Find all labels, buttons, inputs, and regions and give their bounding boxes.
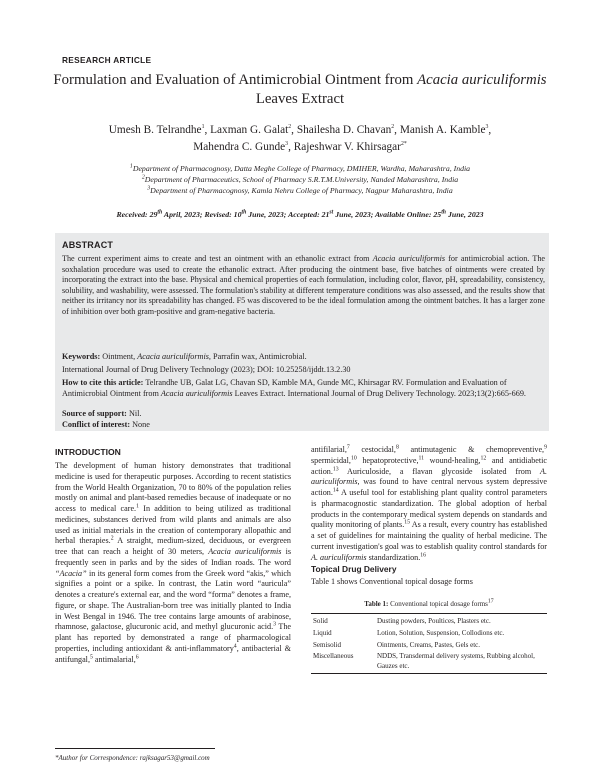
table-cell: Miscellaneous [311,652,375,674]
table-caption: Table 1: Conventional topical dosage forms$^{17}$ [364,598,494,608]
table-cell: NDDS, Transdermal delivery systems, Rubbing alcohol, Gauzes etc. [375,652,547,674]
article-title [40,71,560,109]
title-text: Formulation and Evaluation of Antimicrobial Ointment from [53,72,414,88]
right-column-text: antifilarial,$^7$ cestocidal,$^8$ antimutagenic & chemopreventive,$^9$ spermicidal,$^{10}$ hepatoprotective,$^{11}$ wound-healing,$^{12}$ and antidiabetic action.$^{13}$ Auriculoside, a flavan glycoside isolated from A. auriculiformis, was found to have central nervous system depressive action.$^{14}$ A useful tool for establishing plant quality control parameters is pharmacognostic standardization. The global adoption of herbal products in the contemporary medical system depends on standards and quality monitoring of plants.$^{15}$ As a result, every country has established a set of guidelines for maintaining the quality of herbal medicine. The current investigation's goal was to establish quality control standards for A. auriculiformis standardization.$^{16}$ [311,444,548,562]
table-cell: Ointments, Creams, Pastes, Gels etc. [377,640,481,649]
author: Manish A. Kamble [399,124,486,136]
affiliation: $^1$Department of Pharmacognosy, Datta Meghe College of Pharmacy, DMIHER, Wardha, Maharashtra, India [129,163,471,173]
affiliations [40,163,560,197]
table-intro: Table 1 shows Conventional topical dosage forms [311,577,473,586]
source-of-support: Source of support: Nil. [62,409,142,418]
table-cell: Dusting powders, Poultices, Plasters etc. [375,614,547,629]
introduction-text: The development of human history demonstrates that traditional medicine is used for therapeutic purposes. According to recent statistics from the World Health Organization, 70 to 80% of the population relies mostly on animal and plant-based remedies because of inadequate or no access to medical care.$^1$ In addition to being utilized as traditional medicines, substances derived from wild plants and animals are also used as initial materials in the creation of contemporary allopathic and herbal therapies.$^2$ A straight, medium-sized, deciduous, or evergreen tree that can reach a height of 30 meters, Acacia auriculiformis is frequently seen in parks and by the sides of Indian roads. The word “Acacia” in its general form comes from the Greek word “akis,” which signifies a point or a spike. In contrast, the Latin word “auricula” denotes a creature's external ear, and the word “forma” denotes a frame, figure, or shape. The Australian-born tree was initially planted to India in West Bengal in 1946. The tree contains large amounts of arabinose, rhamnose, galactose, glucuronic acid, and methyl glucuronic acid.$^3$ The plant has reported by demonstrated a range of pharmacological properties, including antioxidant & anti-inflammatory$^4$, antibacterial & antifungal,$^5$ antimalarial,$^6$ [55,461,292,664]
abstract-text: The current experiment aims to create and test an ointment with an ethanolic extract from Acacia auriculiformis for antimicrobial action. The soxhalation procedure was used to create the ethanolic extract. After producing the ointment base, five batches of ointments were created by incorporating the extract into the base. Physical and chemical properties of each formulation, including color, flavor, pH, spreadability, consistency, solubility, and washability, were assessed. The formulation's stability at different temperature conditions was also assessed, and the results show that neither its irritancy nor its spreadability has changed. F5 was discovered to be the ideal formulation among the ointment batches. It has a larger zone of inhibition over both gram-positive and gram-negative bacteria. [62,254,546,316]
author: Mahendra C. Gunde [193,141,286,153]
table-cell: Lotion, Solution, Suspension, Collodions etc. [377,628,505,637]
author-list: Umesh B. Telrandhe$^1$, Laxman G. Galat$^2$, Shailesha D. Chavan$^2$, Manish A. Kamble$^3$, Mahendra C. Gunde$^3$, Rajeshwar V. Khirsagar$^{2*}$ [108,124,492,153]
author: Shailesha D. Chavan [296,124,392,136]
author: Umesh B. Telrandhe [108,124,202,136]
author: Laxman G. Galat [210,124,289,136]
keywords: Keywords: Ointment, Acacia auriculiformis, Parrafin wax, Antimicrobial. [62,352,307,361]
table-cell: Solid [311,614,375,629]
abstract-heading: ABSTRACT [62,240,114,250]
title-species: Acacia auriculiformis [417,72,547,88]
affiliation: $^2$Department of Pharmaceutics, School of Pharmacy S.R.T.M.University, Nanded Maharashtra, India [141,174,459,185]
dosage-forms-table [311,613,547,674]
table-row [311,629,547,641]
citation: How to cite this article: Telrandhe UB, Galat LG, Chavan SD, Kamble MA, Gunde MC, Khirsagar RV. Formulation and Evaluation of Antimicrobial Ointment from Acacia auriculiformis Leaves Extract. International Journal of Drug Delivery Technology. 2023;13(2):665-669. [62,378,526,398]
corresponding-author-footnote: *Author for Correspondence: rajksagar53@gmail.com [55,754,210,762]
table-row [311,614,547,629]
table-cell: Semisolid [313,640,342,649]
introduction-heading: INTRODUCTION [55,447,121,457]
author: Rajeshwar V. Khirsagar [293,141,401,153]
affiliation: $^3$Department of Pharmacognosy, Kamla Nehru College of Pharmacy, Nagpur Maharashtra, India [147,185,453,196]
article-type: RESEARCH ARTICLE [62,55,152,65]
topical-drug-delivery-heading: Topical Drug Delivery [311,564,397,574]
journal-doi: International Journal of Drug Delivery Technology (2023); DOI: 10.25258/ijddt.13.2.30 [62,365,351,374]
table-cell: Liquid [313,628,332,637]
title-text-end: Leaves Extract [255,91,345,107]
conflict-of-interest: Conflict of interest: None [62,420,150,429]
publication-dates: Received: 29th April, 2023; Revised: 10th June, 2023; Accepted: 21st June, 2023; Available Online: 25th June, 2023 [116,209,484,219]
footnote-divider [55,748,215,749]
table-row [311,641,547,653]
table-row [311,652,547,674]
